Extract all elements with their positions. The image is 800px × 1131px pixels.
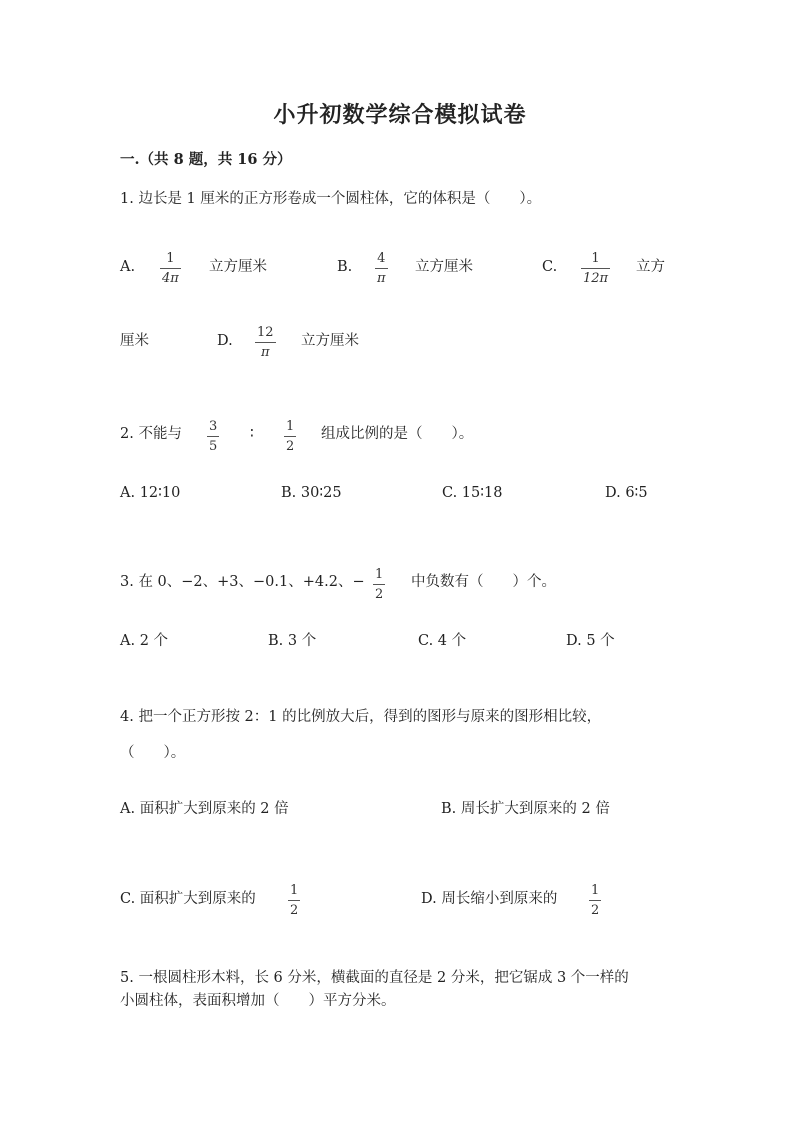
q2-option-a: A. 12∶10 bbox=[120, 485, 181, 501]
fraction-denominator: π bbox=[377, 271, 386, 286]
q1-option-b-unit: 立方厘米 bbox=[415, 259, 473, 275]
fraction-denominator: 12π bbox=[583, 271, 609, 286]
q1-option-c-unit-continued: 厘米 bbox=[120, 333, 149, 349]
q1-option-d-fraction bbox=[255, 325, 276, 360]
fraction-denominator: 5 bbox=[209, 439, 218, 454]
q4-option-c-fraction bbox=[288, 883, 300, 918]
fraction-numerator: 4 bbox=[377, 251, 386, 266]
question-3-prefix: 3. 在 0、−2、+3、−0.1、+4.2、− bbox=[120, 574, 365, 590]
q2-fraction-1 bbox=[207, 419, 219, 454]
q1-option-a-fraction bbox=[160, 251, 181, 286]
q3-fraction bbox=[373, 567, 385, 602]
q2-fraction-2 bbox=[284, 419, 296, 454]
q4-option-c-text: C. 面积扩大到原来的 bbox=[120, 891, 256, 907]
q3-option-d: D. 5 个 bbox=[566, 633, 615, 649]
fraction-numerator: 3 bbox=[209, 419, 218, 434]
q1-option-c-unit: 立方 bbox=[636, 259, 665, 275]
fraction-numerator: 1 bbox=[591, 883, 600, 898]
section-heading: 一.（共 8 题，共 16 分） bbox=[120, 151, 292, 168]
fraction-numerator: 1 bbox=[286, 419, 295, 434]
question-3-suffix: 中负数有（ ）个。 bbox=[411, 574, 556, 590]
question-4-stem-line-1: 4. 把一个正方形按 2：1 的比例放大后，得到的图形与原来的图形相比较， bbox=[120, 709, 602, 725]
question-1-stem: 1. 边长是 1 厘米的正方形卷成一个圆柱体，它的体积是（ ）。 bbox=[120, 191, 542, 207]
fraction-denominator: 2 bbox=[290, 903, 299, 918]
q3-option-a: A. 2 个 bbox=[120, 633, 169, 649]
question-5-stem-line-1: 5. 一根圆柱形木料，长 6 分米，横截面的直径是 2 分米，把它锯成 3 个一样的 bbox=[120, 970, 629, 986]
q1-option-c-fraction bbox=[581, 251, 610, 286]
q3-option-c: C. 4 个 bbox=[418, 633, 467, 649]
q3-option-b: B. 3 个 bbox=[268, 633, 317, 649]
q1-option-d-unit: 立方厘米 bbox=[301, 333, 359, 349]
page-title: 小升初数学综合模拟试卷 bbox=[273, 102, 527, 128]
q1-option-d-label: D. bbox=[217, 333, 233, 349]
fraction-numerator: 12 bbox=[257, 325, 274, 340]
question-5-stem-line-2: 小圆柱体，表面积增加（ ）平方分米。 bbox=[120, 993, 396, 1009]
q1-option-a-unit: 立方厘米 bbox=[209, 259, 267, 275]
question-2-suffix: 组成比例的是（ ）。 bbox=[321, 426, 474, 442]
q2-option-c: C. 15∶18 bbox=[442, 485, 503, 501]
fraction-denominator: 2 bbox=[591, 903, 600, 918]
q4-option-a: A. 面积扩大到原来的 2 倍 bbox=[120, 801, 289, 817]
q1-option-c-label: C. bbox=[542, 259, 558, 275]
fraction-numerator: 1 bbox=[375, 567, 384, 582]
fraction-numerator: 1 bbox=[290, 883, 299, 898]
q1-option-b-fraction bbox=[375, 251, 388, 286]
question-2-prefix: 2. 不能与 bbox=[120, 426, 182, 442]
q2-option-d: D. 6∶5 bbox=[605, 485, 648, 501]
fraction-denominator: π bbox=[261, 345, 270, 360]
q1-option-b-label: B. bbox=[337, 259, 353, 275]
fraction-denominator: 4π bbox=[162, 271, 179, 286]
q4-option-d-text: D. 周长缩小到原来的 bbox=[421, 891, 558, 907]
question-4-stem-line-2: （ ）。 bbox=[120, 745, 186, 761]
fraction-numerator: 1 bbox=[166, 251, 175, 266]
q4-option-d-fraction bbox=[589, 883, 601, 918]
q4-option-b: B. 周长扩大到原来的 2 倍 bbox=[441, 801, 610, 817]
fraction-denominator: 2 bbox=[286, 439, 295, 454]
q2-ratio-colon: ∶ bbox=[250, 426, 254, 442]
fraction-numerator: 1 bbox=[591, 251, 600, 266]
q2-option-b: B. 30∶25 bbox=[281, 485, 342, 501]
q1-option-a-label: A. bbox=[120, 259, 136, 275]
fraction-denominator: 2 bbox=[375, 587, 384, 602]
